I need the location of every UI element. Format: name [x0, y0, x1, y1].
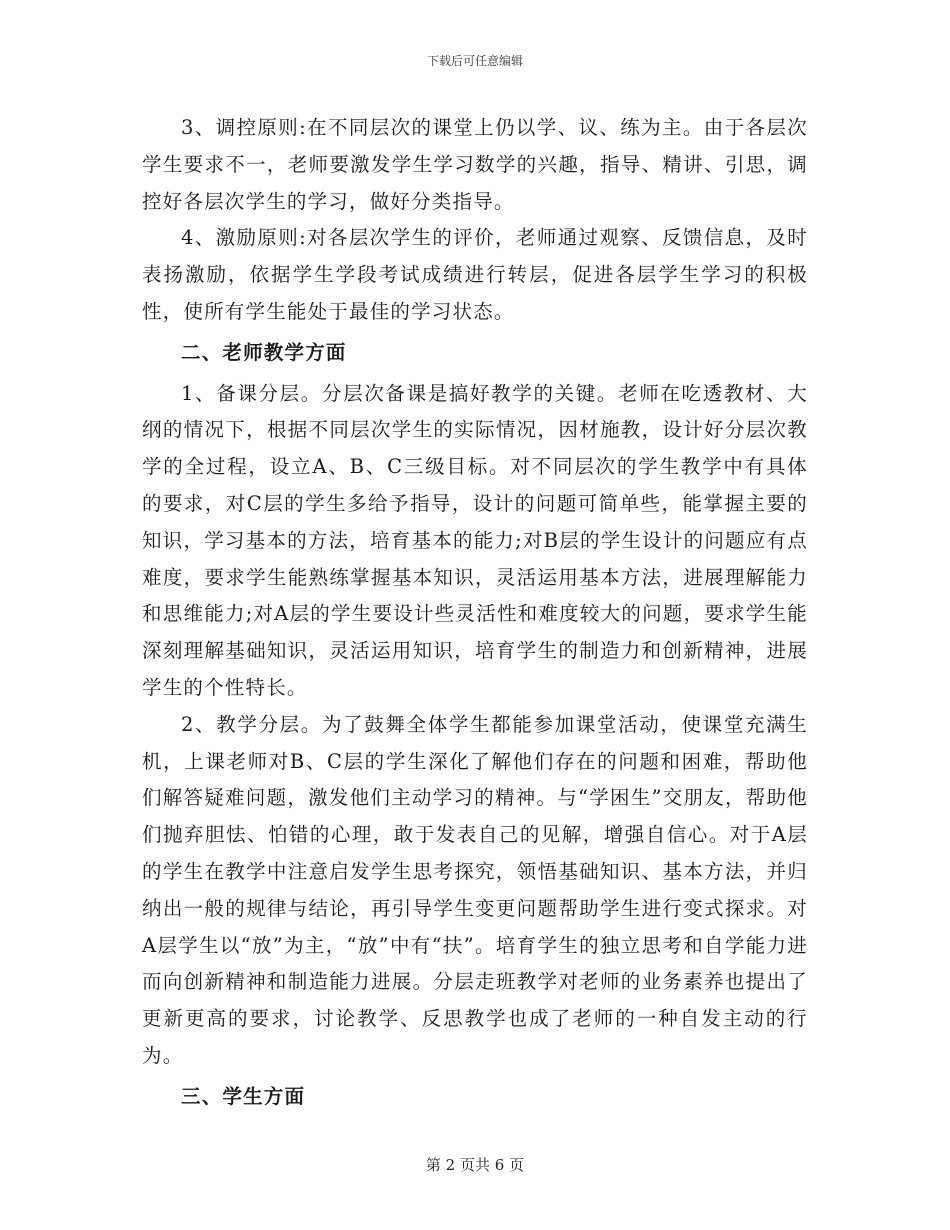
paragraph-control-principle: 3、调控原则:在不同层次的课堂上仍以学、议、练为主。由于各层次学生要求不一，老师要激发学生学习数学的兴趣，指导、精讲、引思，调控好各层次学生的学习，做好分类指导。 — [142, 116, 808, 213]
paragraph-incentive-principle: 4、激励原则:对各层次学生的评价，老师通过观察、反馈信息，及时表扬激励，依据学生学段考试成绩进行转层，促进各层学生学习的积极性，使所有学生能处于最佳的学习状态。 — [142, 226, 808, 323]
paragraph-teaching-layering: 2、教学分层。为了鼓舞全体学生都能参加课堂活动，使课堂充满生机，上课老师对B、C层的学生深化了解他们存在的问题和困难，帮助他们解答疑难问题，激发他们主动学习的精神。与“学困生”交朋友，帮助他们抛弃胆怯、怕错的心理，敢于发表自己的见解，增强自信心。对于A层的学生在教学中注意启发学生思考探究，领悟基础知识、基本方法，并归纳出一般的规律与结论，再引导学生变更问题帮助学生进行变式探求。对A层学生以“放”为主，“放”中有“扶”。培育学生的独立思考和自学能力进而向创新精神和制造能力进展。分层走班教学对老师的业务素养也提出了更新更高的要求，讨论教学、反思教学也成了老师的一种自发主动的行为。 — [142, 712, 808, 1067]
section-heading-teacher-teaching: 二、老师教学方面 — [181, 340, 347, 364]
page-header: 下载后可任意编辑 — [426, 54, 523, 68]
paragraph-lesson-prep-layering: 1、备课分层。分层次备课是搞好教学的关键。老师在吃透教材、大纲的情况下，根据不同层次学生的实际情况，因材施教，设计好分层次教学的全过程，设立A、B、C三级目标。对不同层次的学生教学中有具体的要求，对C层的学生多给予指导，设计的问题可简单些，能掌握主要的知识，学习基本的方法，培育基本的能力;对B层的学生设计的问题应有点难度，要求学生能熟练掌握基本知识，灵活运用基本方法，进展理解能力和思维能力;对A层的学生要设计些灵活性和难度较大的问题，要求学生能深刻理解基础知识，灵活运用知识，培育学生的制造力和创新精神，进展学生的个性特长。 — [142, 381, 808, 699]
section-heading-students: 三、学生方面 — [181, 1084, 306, 1108]
document-body — [142, 110, 808, 1120]
page-footer: 第 2 页共 6 页 — [425, 1156, 525, 1174]
